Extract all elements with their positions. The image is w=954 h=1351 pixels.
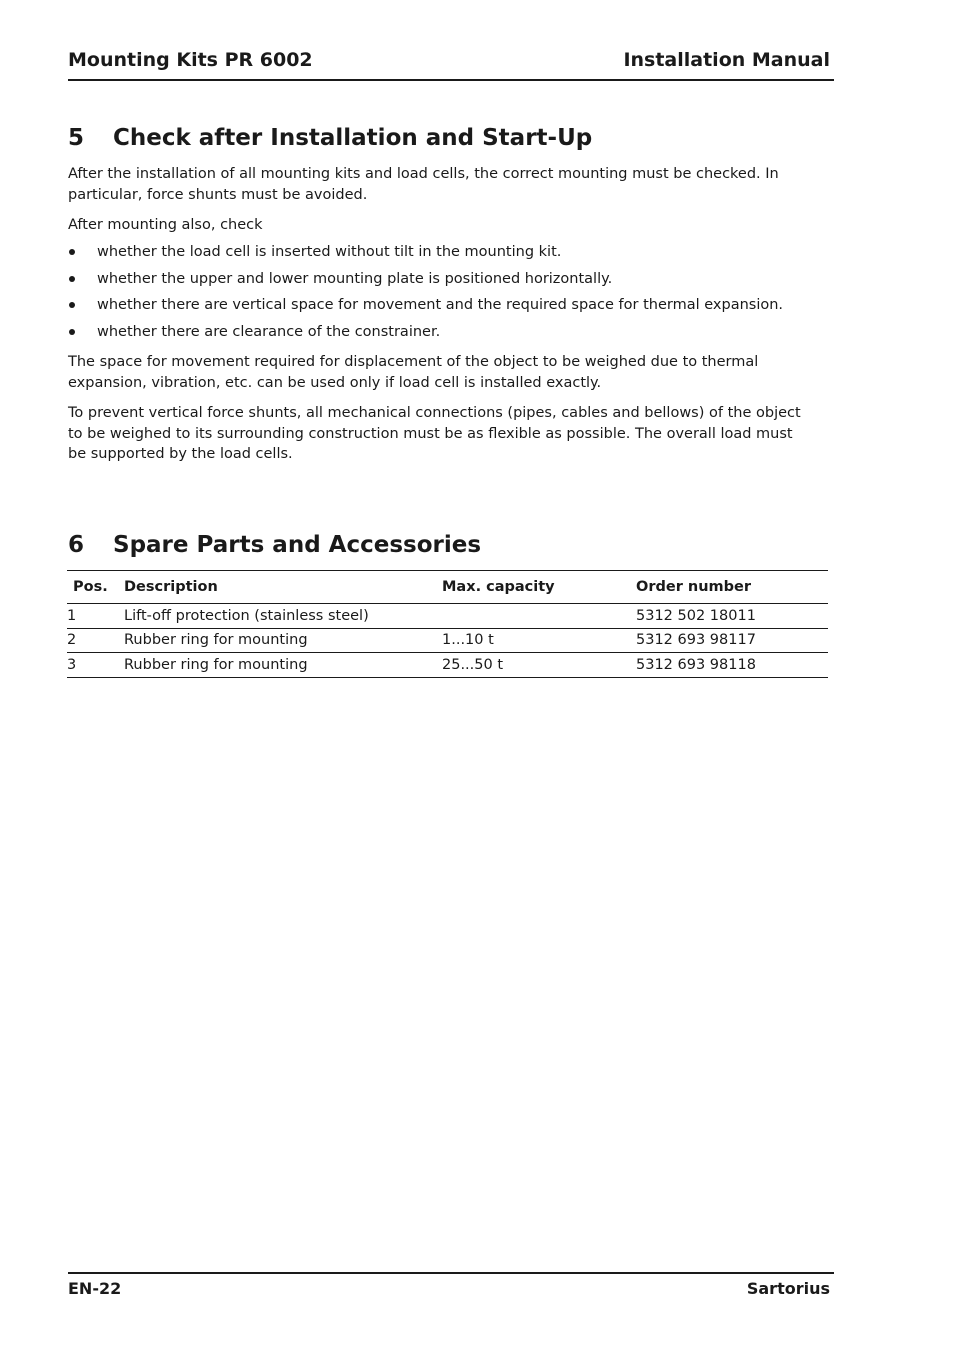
cell-description: Lift-off protection (stainless steel) (124, 607, 369, 624)
table-row (67, 628, 828, 653)
section-6-title: Spare Parts and Accessories (113, 532, 482, 558)
cell-capacity: 1...10 t (442, 632, 494, 649)
column-header-order-number: Order number (636, 579, 752, 595)
cell-order-number: 5312 693 98117 (636, 632, 756, 649)
cell-description: Rubber ring for mounting (124, 656, 308, 673)
header-manual-type: Installation Manual (623, 49, 830, 71)
section-5-paragraph-1: After the installation of all mounting kits and load cells, the correct mounting must be checked. In particular, force shunts must be avoided. (68, 166, 779, 203)
section-6-number: 6 (68, 532, 85, 558)
check-list-item-text: whether there are clearance of the constrainer. (97, 324, 441, 341)
cell-pos: 2 (67, 632, 77, 649)
table-row (67, 604, 828, 629)
check-list-item-text: whether the upper and lower mounting plate is positioned horizontally. (97, 270, 613, 287)
spare-parts-table (67, 570, 828, 678)
check-list-item-text: whether the load cell is inserted without tilt in the mounting kit. (97, 244, 562, 260)
bullet-icon (69, 276, 75, 282)
cell-capacity: 25...50 t (442, 656, 504, 673)
check-list-item-text: whether there are vertical space for movement and the required space for thermal expansion. (97, 297, 784, 314)
bullet-icon (69, 329, 75, 335)
table-row (67, 653, 828, 678)
section-5-heading (68, 123, 592, 153)
bullet-icon (69, 249, 75, 255)
check-list-item (68, 322, 808, 342)
check-list (68, 242, 808, 349)
page-header (68, 46, 834, 81)
column-header-pos: Pos. (73, 579, 108, 595)
check-list-item (68, 242, 808, 262)
footer-brand: Sartorius (746, 1279, 830, 1298)
page-number: EN-22 (68, 1279, 122, 1298)
header-document-title: Mounting Kits PR 6002 (68, 49, 313, 71)
cell-capacity (442, 604, 636, 629)
table-header-row (67, 571, 828, 604)
section-5-paragraph-4: To prevent vertical force shunts, all mechanical connections (pipes, cables and bellows) of the object to be weighed to its surrounding construction must be as flexible as possible. The overall load must be supported by the load cells. (68, 405, 801, 462)
section-5-title: Check after Installation and Start-Up (113, 125, 593, 151)
cell-order-number: 5312 502 18011 (636, 607, 756, 624)
column-header-description: Description (124, 579, 218, 595)
bullet-icon (69, 302, 75, 308)
cell-description: Rubber ring for mounting (124, 632, 308, 649)
column-header-capacity: Max. capacity (442, 579, 555, 595)
check-list-item (68, 295, 808, 315)
section-5-paragraph-2: After mounting also, check (68, 217, 263, 233)
page-footer (68, 1272, 834, 1304)
cell-order-number: 5312 693 98118 (636, 656, 756, 673)
cell-pos: 1 (67, 607, 77, 624)
section-6-heading (68, 530, 481, 560)
section-5-paragraph-3: The space for movement required for displacement of the object to be weighed due to thermal expansion, vibration, etc. can be used only if load cell is installed exactly. (68, 354, 759, 391)
section-5-number: 5 (68, 125, 85, 151)
cell-pos: 3 (67, 656, 77, 673)
check-list-item (68, 269, 808, 289)
